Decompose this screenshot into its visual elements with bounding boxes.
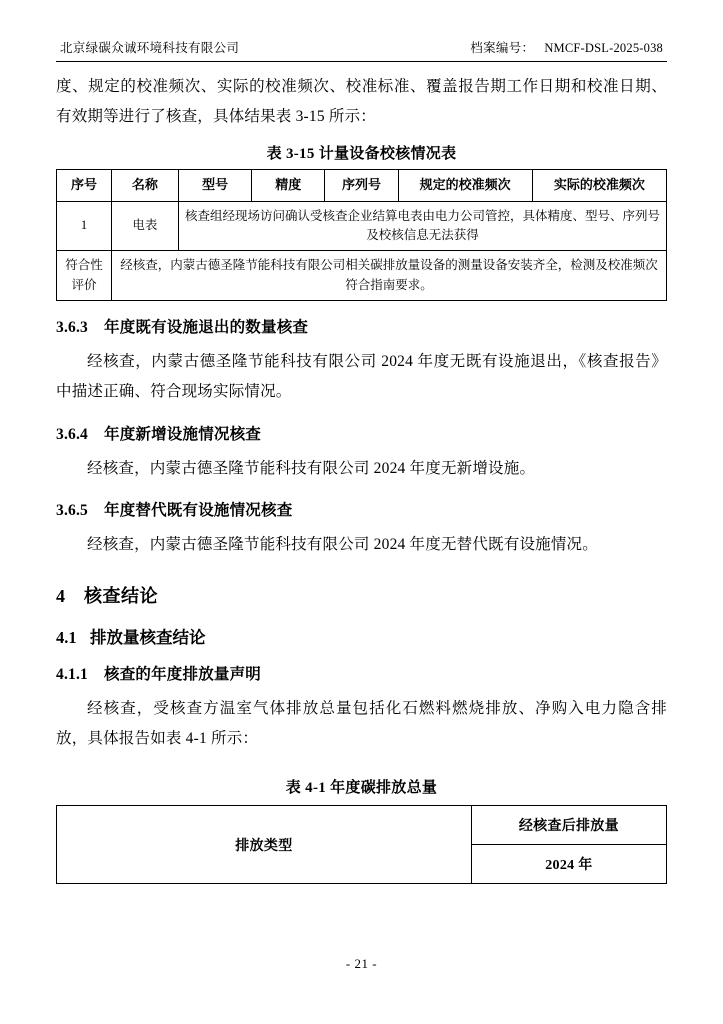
section-number: 3.6.3 — [56, 319, 88, 337]
section-body-3-6-3: 经核查，内蒙古德圣隆节能科技有限公司 2024 年度无既有设施退出，《核查报告》中描述正确、符合现场实际情况。 — [56, 353, 667, 401]
col-header-name: 名称 — [111, 170, 178, 201]
col-header-model: 型号 — [178, 170, 251, 201]
section-title: 年度替代既有设施情况核查 — [104, 501, 293, 519]
col-header-emission-type: 排放类型 — [57, 806, 472, 884]
section-body-3-6-5: 经核查，内蒙古德圣隆节能科技有限公司 2024 年度无替代既有设施情况。 — [87, 535, 598, 553]
section-heading-4-1 — [56, 624, 667, 648]
section-number: 4.1.1 — [56, 665, 88, 683]
section-title: 排放量核查结论 — [90, 627, 206, 647]
section-heading-4-1-1 — [56, 662, 667, 684]
table-3-15-caption: 表 3-15 计量设备校核情况表 — [266, 146, 457, 163]
cell-name: 电表 — [111, 201, 178, 251]
section-number: 4.1 — [56, 627, 77, 647]
col-header-precision: 精度 — [252, 170, 325, 201]
table-row-header — [57, 170, 667, 201]
table-4-1-caption: 表 4-1 年度碳排放总量 — [285, 780, 438, 797]
col-header-verified-emission: 经核查后排放量 — [471, 806, 666, 845]
header-company-name: 北京绿碳众诚环境科技有限公司 — [60, 41, 240, 55]
table-row — [57, 251, 667, 301]
cell-index: 1 — [57, 201, 112, 251]
cell-merged-note: 核查组经现场访问确认受核查企业结算电表由电力公司管控，具体精度、型号、序列号及校核信息无法获得 — [178, 201, 666, 251]
section-body-3-6-4: 经核查，内蒙古德圣隆节能科技有限公司 2024 年度无新增设施。 — [87, 459, 536, 477]
archive-code: NMCF-DSL-2025-038 — [544, 41, 663, 55]
table-3-15 — [56, 169, 667, 301]
table-4-1 — [56, 805, 667, 884]
col-header-serial: 序列号 — [325, 170, 398, 201]
table-row-header — [57, 806, 667, 845]
table-4-1-wrapper — [56, 805, 667, 884]
table-row — [57, 201, 667, 251]
archive-label: 档案编号： — [470, 41, 535, 55]
section-title: 核查的年度排放量声明 — [104, 665, 262, 683]
section-body-4-1-1: 经核查，受核查方温室气体排放总量包括化石燃料燃烧排放、净购入电力隐含排放，具体报告如表 4-1 所示： — [56, 699, 667, 748]
page-header — [56, 38, 667, 62]
section-heading-3-6-3 — [56, 315, 667, 337]
header-archive — [470, 38, 663, 56]
section-title: 年度既有设施退出的数量核查 — [104, 319, 309, 337]
cell-compliance-text: 经核查，内蒙古德圣隆节能科技有限公司相关碳排放量设备的测量设备安装齐全，检测及校准频次符合指南要求。 — [111, 251, 666, 301]
chapter-number: 4 — [56, 585, 66, 606]
section-number: 3.6.5 — [56, 501, 88, 519]
cell-compliance-label: 符合性评价 — [57, 251, 112, 301]
section-title: 年度新增设施情况核查 — [104, 425, 262, 443]
col-header-actual-frequency: 实际的校准频次 — [532, 170, 666, 201]
section-heading-3-6-4 — [56, 422, 667, 444]
page-number: - 21 - — [345, 956, 378, 971]
section-number: 3.6.4 — [56, 425, 88, 443]
col-header-year: 2024 年 — [471, 845, 666, 884]
section-heading-3-6-5 — [56, 498, 667, 520]
col-header-index: 序号 — [57, 170, 112, 201]
chapter-title: 核查结论 — [84, 585, 158, 606]
col-header-required-frequency: 规定的校准频次 — [398, 170, 532, 201]
chapter-heading-4 — [56, 582, 667, 608]
intro-paragraph: 度、规定的校准频次、实际的校准频次、校准标准、覆盖报告期工作日期和校准日期、有效期等进行了核查，具体结果表 3-15 所示： — [56, 78, 667, 126]
